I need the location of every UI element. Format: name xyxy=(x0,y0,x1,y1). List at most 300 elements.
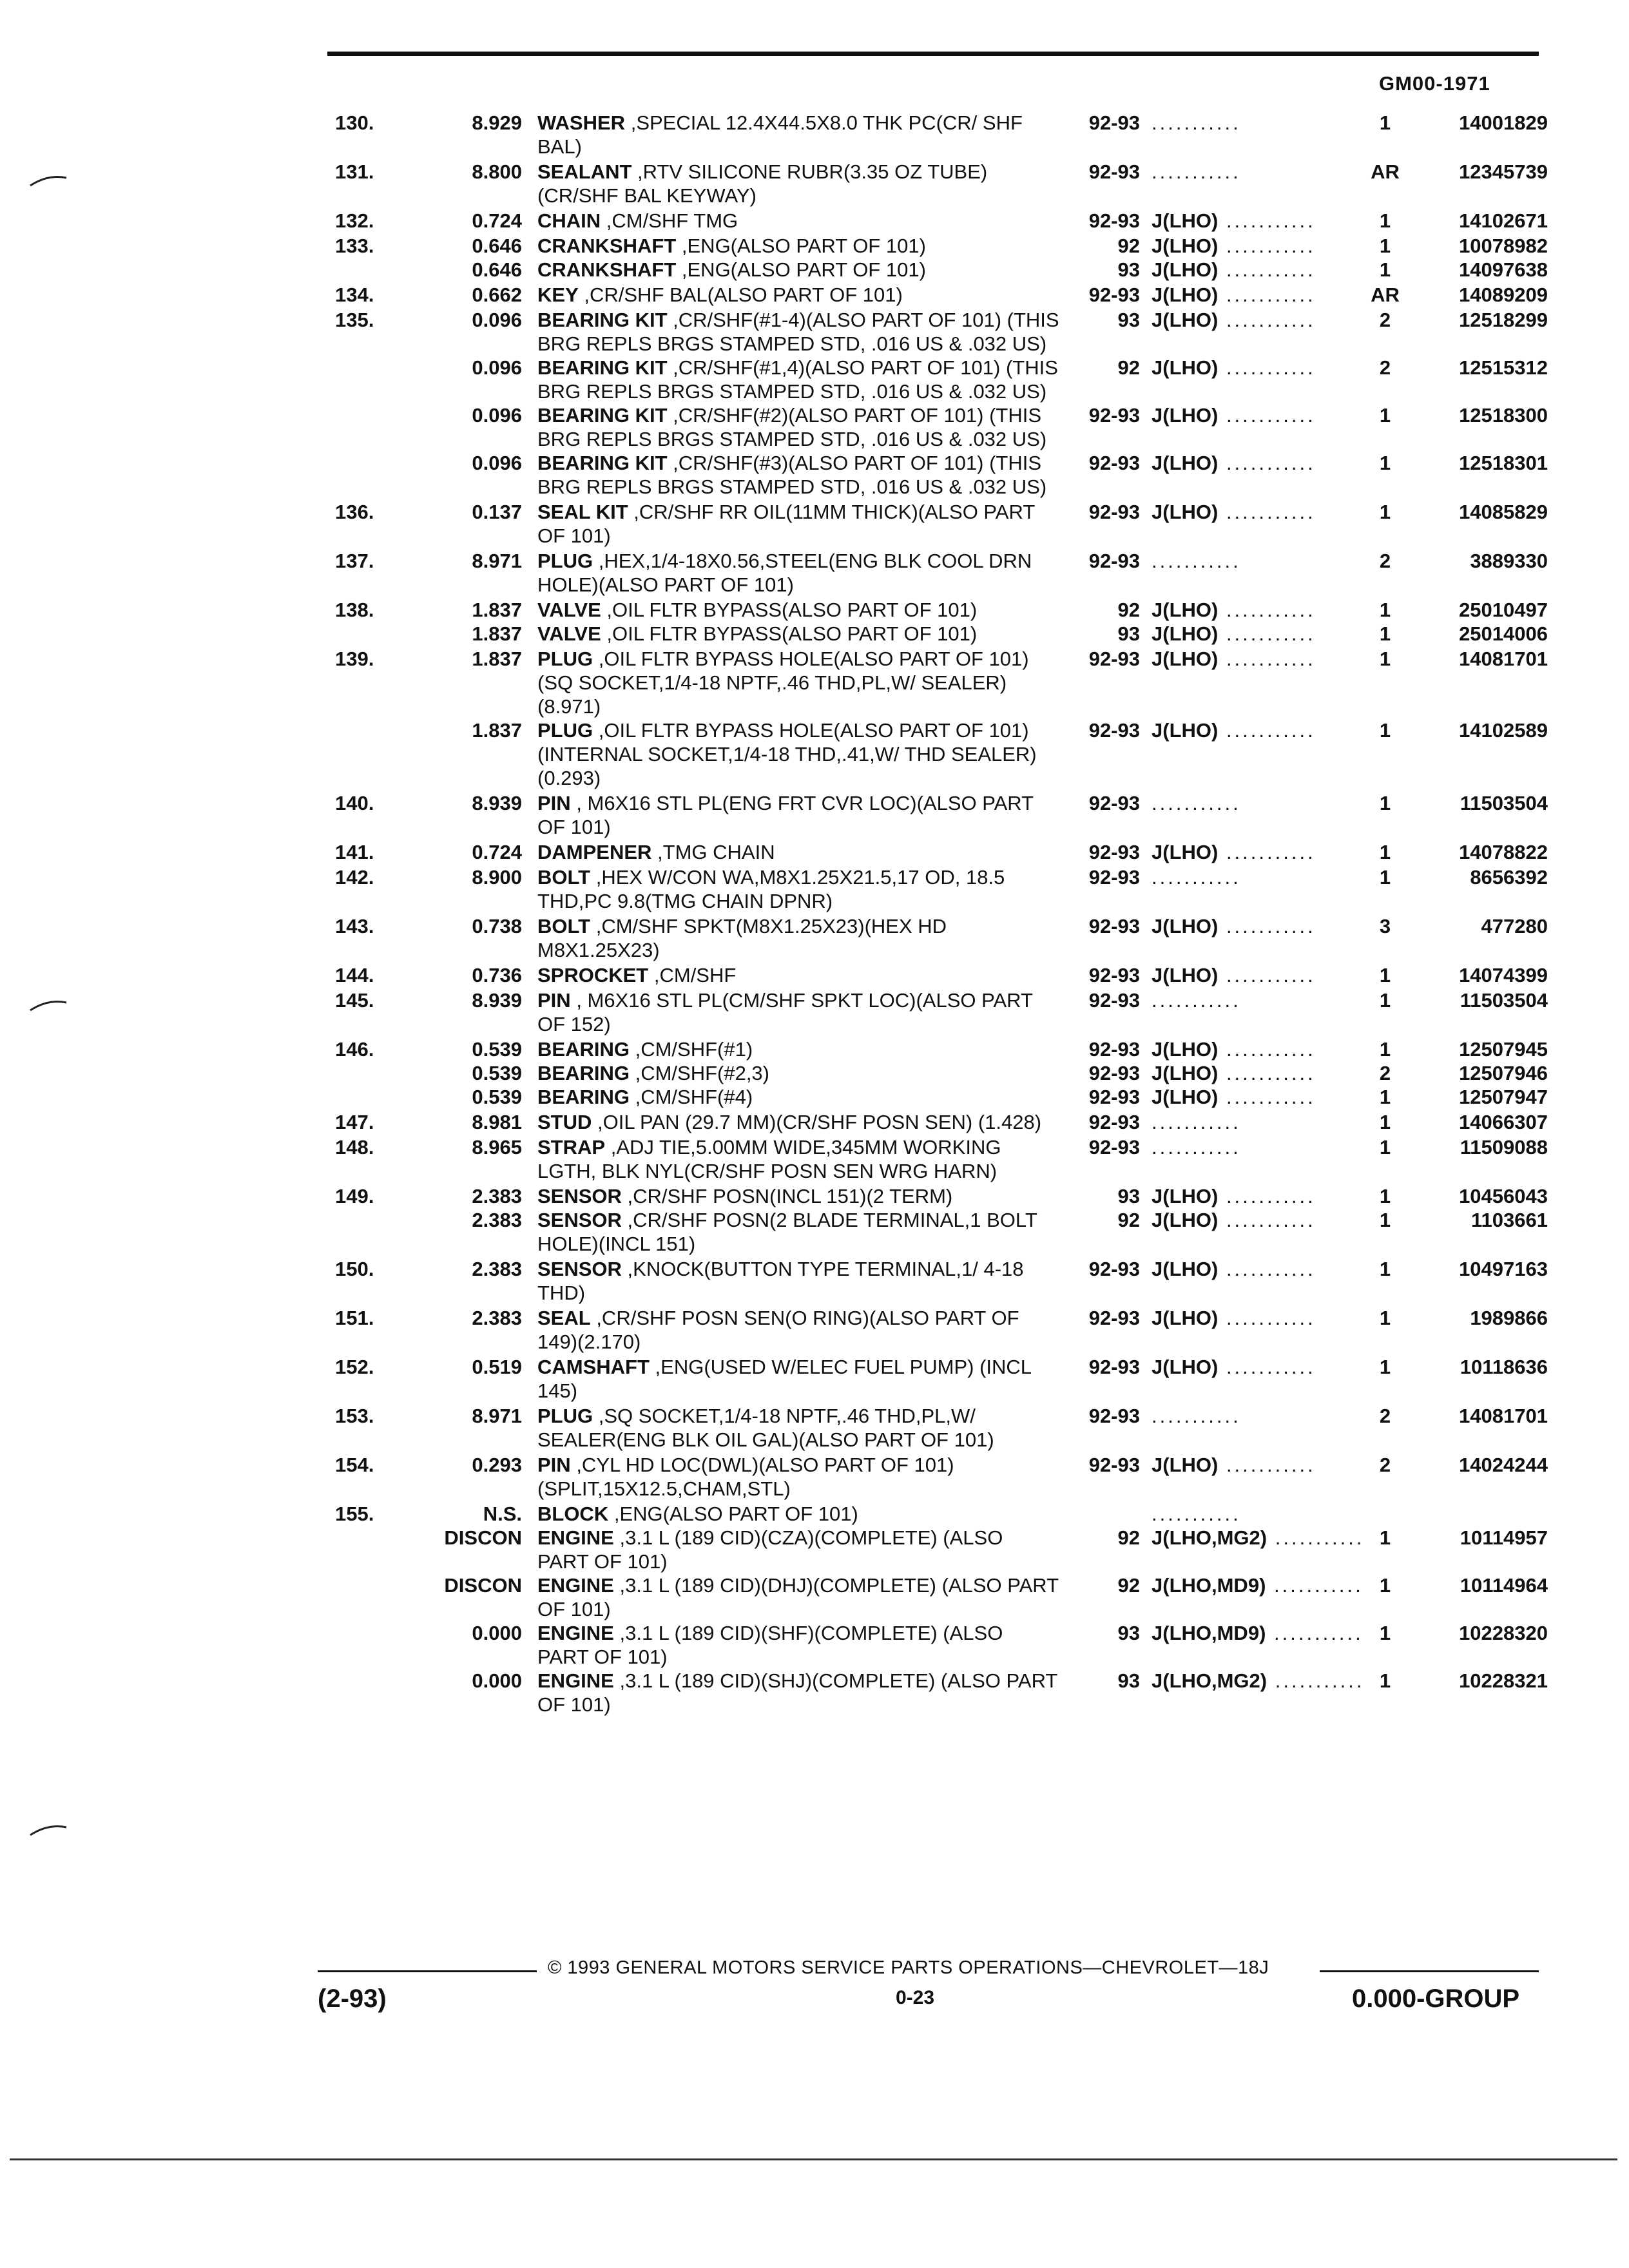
model-years: 92-93 xyxy=(1088,1405,1140,1427)
part-detail: ,3.1 L (189 CID)(CZA)(COMPLETE) (ALSO PART OF 101) xyxy=(537,1526,1003,1573)
part-row xyxy=(335,1208,1548,1256)
part-detail: ,OIL FLTR BYPASS HOLE(ALSO PART OF 101)(SQ SOCKET,1/4-18 NPTF,.46 THD,PL,W/ SEALER)(8.971) xyxy=(537,648,1029,718)
part-number: 477280 xyxy=(1481,915,1548,937)
engine-code-text: J(LHO) xyxy=(1152,209,1219,232)
engine-code xyxy=(1152,718,1351,790)
part-description xyxy=(537,451,1059,499)
engine-code-text: J(LHO) xyxy=(1152,501,1219,523)
part-number: 14102671 xyxy=(1459,209,1548,232)
model-years: 93 xyxy=(1117,1185,1140,1207)
group-number: 1.837 xyxy=(472,622,522,645)
part-detail: ,HEX,1/4-18X0.56,STEEL(ENG BLK COOL DRN HOLE)(ALSO PART OF 101) xyxy=(537,550,1032,596)
model-years: 92-93 xyxy=(1088,915,1140,937)
engine-code-text: J(LHO,MG2) xyxy=(1152,1526,1268,1549)
part-name: CRANKSHAFT xyxy=(537,235,677,257)
part-description xyxy=(537,233,1059,258)
group-number: 0.539 xyxy=(472,1038,522,1061)
model-years: 92-93 xyxy=(1088,964,1140,986)
leader-dots: ........... xyxy=(1218,209,1316,232)
part-number: 14081701 xyxy=(1459,648,1548,670)
part-detail: ,CYL HD LOC(DWL)(ALSO PART OF 101) (SPLIT,15X12.5,CHAM,STL) xyxy=(537,1454,954,1500)
leader-dots: ........... xyxy=(1218,648,1316,670)
engine-code xyxy=(1152,499,1351,548)
item-number: 136. xyxy=(335,501,374,523)
part-row xyxy=(335,718,1548,790)
engine-code-text: J(LHO) xyxy=(1152,284,1219,306)
model-years: 92-93 xyxy=(1088,1086,1140,1108)
part-name: PIN xyxy=(537,989,571,1012)
part-number: 11503504 xyxy=(1460,989,1548,1012)
part-description xyxy=(537,646,1059,718)
part-name: STRAP xyxy=(537,1136,606,1158)
leader-dots: ........... xyxy=(1152,989,1241,1012)
engine-code xyxy=(1152,233,1351,258)
quantity: 1 xyxy=(1379,1356,1391,1378)
part-row xyxy=(335,1109,1548,1134)
footer-copyright: © 1993 GENERAL MOTORS SERVICE PARTS OPERATIONS—CHEVROLET—18J xyxy=(548,1957,1269,1978)
part-row xyxy=(335,1354,1548,1403)
part-name: BLOCK xyxy=(537,1503,609,1525)
leader-dots: ........... xyxy=(1152,111,1241,134)
model-years: 92 xyxy=(1117,1526,1140,1549)
part-row xyxy=(335,962,1548,987)
engine-code-text: J(LHO) xyxy=(1152,719,1219,742)
group-number: 8.981 xyxy=(472,1111,522,1133)
model-years xyxy=(1059,1501,1152,1526)
part-row xyxy=(335,356,1548,403)
group-number: 8.971 xyxy=(472,1405,522,1427)
part-detail: ,CR/SHF POSN(2 BLADE TERMINAL,1 BOLT HOLE)(INCL 151) xyxy=(537,1209,1037,1255)
quantity: 1 xyxy=(1379,404,1391,427)
part-name: SENSOR xyxy=(537,1209,622,1231)
part-detail: ,OIL FLTR BYPASS(ALSO PART OF 101) xyxy=(606,622,978,645)
part-number: 14078822 xyxy=(1459,841,1548,863)
group-number: 0.293 xyxy=(472,1454,522,1476)
engine-code xyxy=(1152,864,1351,913)
part-row xyxy=(335,987,1548,1036)
item-number: 132. xyxy=(335,209,374,232)
group-number: DISCON xyxy=(444,1574,522,1597)
engine-code-text: J(LHO,MD9) xyxy=(1152,1574,1266,1597)
quantity: 1 xyxy=(1379,792,1391,814)
part-row xyxy=(335,282,1548,307)
part-description xyxy=(537,1669,1059,1716)
group-number: 0.539 xyxy=(472,1086,522,1108)
group-number: 8.971 xyxy=(472,550,522,572)
part-detail: ,3.1 L (189 CID)(DHJ)(COMPLETE) (ALSO PART OF 101) xyxy=(537,1574,1059,1620)
group-number: 8.939 xyxy=(472,989,522,1012)
model-years: 92 xyxy=(1117,1574,1140,1597)
model-years: 92-93 xyxy=(1088,719,1140,742)
item-number: 139. xyxy=(335,648,374,670)
model-years: 92-93 xyxy=(1088,1307,1140,1329)
part-name: PLUG xyxy=(537,1405,593,1427)
model-years: 93 xyxy=(1117,1622,1140,1644)
part-detail: ,ENG(ALSO PART OF 101) xyxy=(681,258,926,281)
item-number xyxy=(335,1621,406,1669)
group-number: N.S. xyxy=(483,1503,522,1525)
part-detail: ,SPECIAL 12.4X44.5X8.0 THK PC(CR/ SHF BAL) xyxy=(537,111,1023,158)
engine-code xyxy=(1152,1305,1351,1354)
part-name: BEARING KIT xyxy=(537,452,668,474)
model-years: 93 xyxy=(1117,622,1140,645)
part-row xyxy=(335,1573,1548,1621)
engine-code xyxy=(1152,356,1351,403)
group-number: 2.383 xyxy=(472,1209,522,1231)
engine-code-text: J(LHO) xyxy=(1152,235,1219,257)
part-number: 14024244 xyxy=(1459,1454,1548,1476)
part-detail: ,CR/SHF RR OIL(11MM THICK)(ALSO PART OF 101) xyxy=(537,501,1035,547)
footer-rule-right xyxy=(1320,1970,1539,1972)
part-name: SEALANT xyxy=(537,160,632,183)
part-detail: ,3.1 L (189 CID)(SHJ)(COMPLETE) (ALSO PART OF 101) xyxy=(537,1669,1057,1716)
leader-dots: ........... xyxy=(1218,1062,1316,1084)
engine-code xyxy=(1152,790,1351,839)
leader-dots: ........... xyxy=(1266,1622,1364,1644)
leader-dots: ........... xyxy=(1152,160,1241,183)
item-number: 143. xyxy=(335,915,374,937)
leader-dots: ........... xyxy=(1218,1356,1316,1378)
item-number: 151. xyxy=(335,1307,374,1329)
group-number: 8.900 xyxy=(472,866,522,889)
model-years: 93 xyxy=(1117,258,1140,281)
group-number: 0.736 xyxy=(472,964,522,986)
quantity: 1 xyxy=(1379,1669,1391,1692)
model-years: 92-93 xyxy=(1088,501,1140,523)
part-name: CHAIN xyxy=(537,209,601,232)
group-number: 2.383 xyxy=(472,1307,522,1329)
engine-code xyxy=(1152,962,1351,987)
model-years: 92-93 xyxy=(1088,1454,1140,1476)
part-description xyxy=(537,718,1059,790)
engine-code-text: J(LHO) xyxy=(1152,1086,1219,1108)
group-number: 8.965 xyxy=(472,1136,522,1158)
engine-code xyxy=(1152,1403,1351,1452)
group-number: 0.519 xyxy=(472,1356,522,1378)
part-row xyxy=(335,597,1548,622)
engine-code xyxy=(1152,839,1351,864)
part-description xyxy=(537,1109,1059,1134)
model-years: 92 xyxy=(1117,235,1140,257)
quantity: 1 xyxy=(1379,1209,1391,1231)
group-number: 0.662 xyxy=(472,284,522,306)
leader-dots: ........... xyxy=(1152,1405,1241,1427)
part-description xyxy=(537,1085,1059,1109)
part-number: 25010497 xyxy=(1459,599,1548,621)
group-number: 1.837 xyxy=(472,719,522,742)
part-name: STUD xyxy=(537,1111,592,1133)
engine-code-text: J(LHO) xyxy=(1152,1062,1219,1084)
engine-code-text: J(LHO) xyxy=(1152,599,1219,621)
part-number: 10114964 xyxy=(1460,1574,1548,1597)
item-number xyxy=(335,356,406,403)
part-number: 3889330 xyxy=(1470,550,1548,572)
engine-code xyxy=(1152,258,1351,282)
engine-code xyxy=(1152,403,1351,451)
parts-list-table xyxy=(335,110,1548,1716)
part-name: BEARING KIT xyxy=(537,356,668,379)
part-description xyxy=(537,839,1059,864)
footer-date: (2-93) xyxy=(318,1984,387,2013)
part-detail: ,OIL FLTR BYPASS HOLE(ALSO PART OF 101)(INTERNAL SOCKET,1/4-18 THD,.41,W/ THD SEALER)(0.293) xyxy=(537,719,1037,789)
leader-dots: ........... xyxy=(1218,622,1316,645)
engine-code xyxy=(1152,1134,1351,1183)
group-number: 0.724 xyxy=(472,841,522,863)
model-years: 92-93 xyxy=(1088,1136,1140,1158)
part-name: SENSOR xyxy=(537,1185,622,1207)
part-number: 12507946 xyxy=(1459,1062,1548,1084)
part-number: 10114957 xyxy=(1460,1526,1548,1549)
part-detail: ,KNOCK(BUTTON TYPE TERMINAL,1/ 4-18 THD) xyxy=(537,1258,1024,1304)
part-name: ENGINE xyxy=(537,1669,614,1692)
binder-hole-mark xyxy=(29,173,68,188)
item-number: 130. xyxy=(335,111,374,134)
part-number: 14066307 xyxy=(1459,1111,1548,1133)
item-number: 133. xyxy=(335,235,374,257)
part-row xyxy=(335,913,1548,962)
engine-code-text: J(LHO) xyxy=(1152,964,1219,986)
quantity: 2 xyxy=(1379,1454,1391,1476)
item-number: 140. xyxy=(335,792,374,814)
model-years: 92-93 xyxy=(1088,452,1140,474)
part-description xyxy=(537,159,1059,207)
model-years: 92-93 xyxy=(1088,792,1140,814)
part-row xyxy=(335,1183,1548,1208)
item-number xyxy=(335,718,406,790)
part-number: 10118636 xyxy=(1460,1356,1548,1378)
engine-code-text: J(LHO) xyxy=(1152,915,1219,937)
item-number: 142. xyxy=(335,866,374,889)
model-years: 92-93 xyxy=(1088,404,1140,427)
part-name: SENSOR xyxy=(537,1258,622,1280)
bottom-edge-rule xyxy=(10,2158,1617,2160)
item-number xyxy=(335,1085,406,1109)
quantity xyxy=(1351,1501,1419,1526)
part-row xyxy=(335,1669,1548,1716)
part-number: 12518299 xyxy=(1459,309,1548,331)
part-description xyxy=(537,207,1059,233)
group-number: 0.137 xyxy=(472,501,522,523)
quantity: 1 xyxy=(1379,1111,1391,1133)
item-number: 134. xyxy=(335,284,374,306)
part-number: 8656392 xyxy=(1470,866,1548,889)
part-description xyxy=(537,622,1059,646)
part-description xyxy=(537,962,1059,987)
part-row xyxy=(335,1036,1548,1061)
quantity: 1 xyxy=(1379,452,1391,474)
group-number: DISCON xyxy=(444,1526,522,1549)
part-row xyxy=(335,207,1548,233)
part-name: CAMSHAFT xyxy=(537,1356,650,1378)
leader-dots: ........... xyxy=(1218,452,1316,474)
quantity: 3 xyxy=(1379,915,1391,937)
leader-dots: ........... xyxy=(1267,1669,1365,1692)
leader-dots: ........... xyxy=(1152,550,1241,572)
part-number: 12518300 xyxy=(1459,404,1548,427)
part-row xyxy=(335,1526,1548,1573)
part-number: 14102589 xyxy=(1459,719,1548,742)
part-detail: ,CR/SHF(#1,4)(ALSO PART OF 101) (THIS BRG REPLS BRGS STAMPED STD, .016 US & .032 US) xyxy=(537,356,1058,403)
quantity: 2 xyxy=(1379,1405,1391,1427)
part-description xyxy=(537,1183,1059,1208)
engine-code-text: J(LHO) xyxy=(1152,1307,1219,1329)
item-number: 155. xyxy=(335,1503,374,1525)
part-row xyxy=(335,839,1548,864)
part-number: 1103661 xyxy=(1471,1209,1548,1231)
engine-code xyxy=(1152,282,1351,307)
engine-code xyxy=(1152,913,1351,962)
engine-code-text: J(LHO) xyxy=(1152,648,1219,670)
engine-code xyxy=(1152,1183,1351,1208)
part-detail: ,TMG CHAIN xyxy=(657,841,775,863)
leader-dots: ........... xyxy=(1266,1574,1364,1597)
group-number: 8.939 xyxy=(472,792,522,814)
quantity: AR xyxy=(1371,160,1400,183)
engine-code xyxy=(1152,548,1351,597)
engine-code xyxy=(1152,1669,1365,1716)
part-name: BEARING KIT xyxy=(537,404,668,427)
part-detail: ,CR/SHF(#1-4)(ALSO PART OF 101) (THIS BRG REPLS BRGS STAMPED STD, .016 US & .032 US) xyxy=(537,309,1059,355)
quantity: 1 xyxy=(1379,866,1391,889)
part-description xyxy=(537,913,1059,962)
item-number xyxy=(335,1208,406,1256)
part-name: VALVE xyxy=(537,622,601,645)
model-years: 92-93 xyxy=(1088,160,1140,183)
part-number: 11509088 xyxy=(1460,1136,1548,1158)
part-detail: ,ENG(USED W/ELEC FUEL PUMP) (INCL 145) xyxy=(537,1356,1031,1402)
leader-dots: ........... xyxy=(1218,1454,1316,1476)
part-detail: ,ADJ TIE,5.00MM WIDE,345MM WORKING LGTH, BLK NYL(CR/SHF POSN SEN WRG HARN) xyxy=(537,1136,1001,1182)
part-name: ENGINE xyxy=(537,1622,614,1644)
part-row xyxy=(335,1501,1548,1526)
part-row xyxy=(335,110,1548,159)
group-number: 0.724 xyxy=(472,209,522,232)
quantity: 1 xyxy=(1379,622,1391,645)
part-name: CRANKSHAFT xyxy=(537,258,677,281)
group-number: 0.646 xyxy=(472,258,522,281)
model-years: 93 xyxy=(1117,1669,1140,1692)
part-row xyxy=(335,646,1548,718)
group-number: 2.383 xyxy=(472,1258,522,1280)
part-detail: ,3.1 L (189 CID)(SHF)(COMPLETE) (ALSO PART OF 101) xyxy=(537,1622,1003,1668)
quantity: 1 xyxy=(1379,1086,1391,1108)
top-rule xyxy=(327,52,1539,56)
part-row xyxy=(335,1305,1548,1354)
model-years: 92-93 xyxy=(1088,209,1140,232)
part-description xyxy=(537,499,1059,548)
quantity: 1 xyxy=(1379,1038,1391,1061)
part-number: 25014006 xyxy=(1459,622,1548,645)
part-description xyxy=(537,307,1059,356)
part-detail: ,CM/SHF xyxy=(653,964,737,986)
model-years: 92-93 xyxy=(1088,1062,1140,1084)
footer-group: 0.000-GROUP xyxy=(1352,1984,1520,2013)
engine-code-text: J(LHO) xyxy=(1152,404,1219,427)
part-detail: ,RTV SILICONE RUBR(3.35 OZ TUBE) (CR/SHF BAL KEYWAY) xyxy=(537,160,988,207)
engine-code-text: J(LHO) xyxy=(1152,1356,1219,1378)
engine-code xyxy=(1152,1256,1351,1305)
item-number: 150. xyxy=(335,1258,374,1280)
item-number xyxy=(335,622,406,646)
part-description xyxy=(537,1061,1059,1085)
part-row xyxy=(335,864,1548,913)
part-description xyxy=(537,597,1059,622)
item-number xyxy=(335,403,406,451)
group-number: 0.096 xyxy=(472,452,522,474)
part-row xyxy=(335,1061,1548,1085)
quantity: 1 xyxy=(1379,1307,1391,1329)
model-years: 93 xyxy=(1117,309,1140,331)
leader-dots: ........... xyxy=(1218,1209,1316,1231)
quantity: 2 xyxy=(1379,356,1391,379)
part-name: PLUG xyxy=(537,550,593,572)
engine-code xyxy=(1152,110,1351,159)
engine-code-text: J(LHO) xyxy=(1152,1185,1219,1207)
part-description xyxy=(537,403,1059,451)
engine-code xyxy=(1152,159,1351,207)
group-number: 8.929 xyxy=(472,111,522,134)
catalog-code: GM00-1971 xyxy=(1379,72,1490,95)
leader-dots: ........... xyxy=(1218,501,1316,523)
part-number: 10228320 xyxy=(1459,1622,1548,1644)
part-description xyxy=(537,1452,1059,1501)
part-number: 12345739 xyxy=(1459,160,1548,183)
leader-dots: ........... xyxy=(1152,1111,1241,1133)
group-number: 0.096 xyxy=(472,309,522,331)
engine-code xyxy=(1152,1061,1351,1085)
leader-dots: ........... xyxy=(1218,309,1316,331)
part-detail: , M6X16 STL PL(ENG FRT CVR LOC)(ALSO PART OF 101) xyxy=(537,792,1034,838)
group-number: 0.539 xyxy=(472,1062,522,1084)
part-name: PIN xyxy=(537,792,571,814)
group-number: 2.383 xyxy=(472,1185,522,1207)
part-name: SPROCKET xyxy=(537,964,649,986)
part-row xyxy=(335,451,1548,499)
engine-code xyxy=(1152,597,1351,622)
part-number: 10228321 xyxy=(1459,1669,1548,1692)
leader-dots: ........... xyxy=(1218,1086,1316,1108)
part-description xyxy=(537,1354,1059,1403)
part-detail: ,OIL PAN (29.7 MM)(CR/SHF POSN SEN) (1.428) xyxy=(597,1111,1042,1133)
quantity: 2 xyxy=(1379,550,1391,572)
item-number xyxy=(335,451,406,499)
part-description xyxy=(537,1403,1059,1452)
part-name: WASHER xyxy=(537,111,626,134)
leader-dots: ........... xyxy=(1218,719,1316,742)
engine-code xyxy=(1152,1208,1351,1256)
quantity: 2 xyxy=(1379,309,1391,331)
part-number: 10497163 xyxy=(1459,1258,1548,1280)
engine-code-text: J(LHO) xyxy=(1152,356,1219,379)
quantity: 1 xyxy=(1379,599,1391,621)
part-name: BEARING xyxy=(537,1062,630,1084)
group-number: 0.000 xyxy=(472,1622,522,1644)
part-detail: ,CM/SHF TMG xyxy=(606,209,738,232)
part-row xyxy=(335,1403,1548,1452)
part-row xyxy=(335,499,1548,548)
model-years: 92-93 xyxy=(1088,866,1140,889)
group-number: 8.800 xyxy=(472,160,522,183)
quantity: 1 xyxy=(1379,501,1391,523)
part-description xyxy=(537,1134,1059,1183)
part-description xyxy=(537,1573,1059,1621)
engine-code xyxy=(1152,1109,1351,1134)
part-detail: ,HEX W/CON WA,M8X1.25X21.5,17 OD, 18.5 THD,PC 9.8(TMG CHAIN DPNR) xyxy=(537,866,1005,912)
part-name: KEY xyxy=(537,284,579,306)
part-detail: ,ENG(ALSO PART OF 101) xyxy=(681,235,926,257)
group-number: 0.646 xyxy=(472,235,522,257)
part-detail: ,SQ SOCKET,1/4-18 NPTF,.46 THD,PL,W/ SEALER(ENG BLK OIL GAL)(ALSO PART OF 101) xyxy=(537,1405,994,1451)
